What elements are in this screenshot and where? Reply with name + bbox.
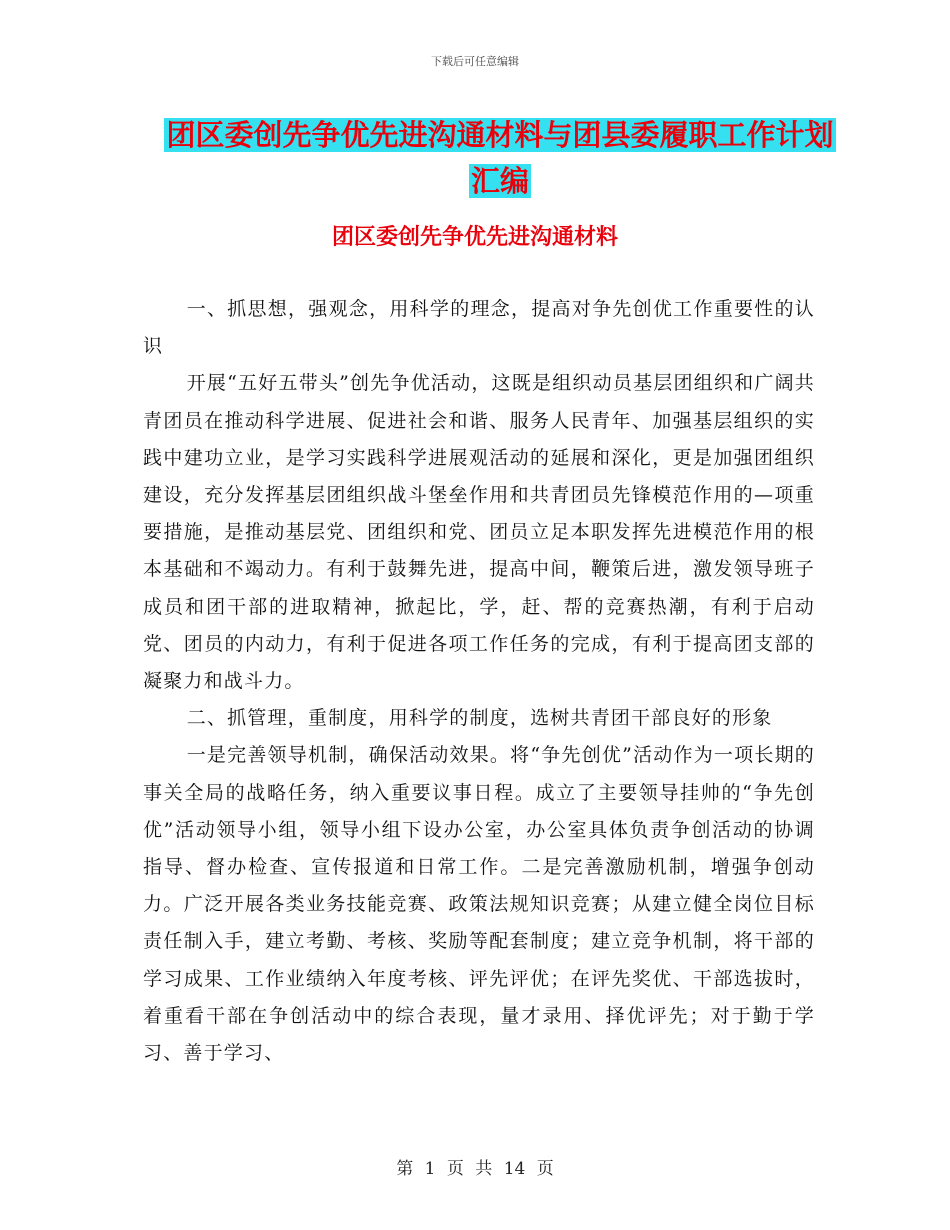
page-header-note: 下载后可任意编辑 — [431, 55, 519, 68]
paragraph: 开展“五好五带头”创先争优活动，这既是组织动员基层团组织和广阔共青团员在推动科学进展、促进社会和谐、服务人民青年、加强基层组织的实践中建功立业，是学习实践科学进展观活动的延展和深化，更是加强团组织建设，充分发挥基层团组织战斗堡垒作用和共青团员先锋模范作用的—项重要措施，是推动基层党、团组织和党、团员立足本职发挥先进模范作用的根本基础和不竭动力。有利于鼓舞先进，提高中间，鞭策后进，激发领导班子成员和团干部的进取精神，掀起比，学，赶、帮的竞赛热潮，有利于启动党、团员的内动力，有利于促进各项工作任务的完成，有利于提高团支部的凝聚力和战斗力。 — [143, 372, 815, 693]
title-line-1: 团区委创先争优先进沟通材料与团县委履职工作计划 — [166, 118, 834, 152]
page-number-footer: 第 1 页 共 14 页 — [396, 1159, 554, 1179]
paragraph-heading-2: 二、抓管理，重制度，用科学的制度，选树共青团干部良好的形象 — [186, 707, 773, 730]
paragraph: 一是完善领导机制，确保活动效果。将“争先创优”活动作为一项长期的事关全局的战略任务，纳入重要议事日程。成立了主要领导挂帅的“争先创优”活动领导小组，领导小组下设办公室，办公室具体负责争创活动的协调指导、督办检查、宣传报道和日常工作。二是完善激励机制，增强争创动力。广泛开展各类业务技能竞赛、政策法规知识竞赛；从建立健全岗位目标责任制入手，建立考勤、考核、奖励等配套制度；建立竞争机制，将干部的学习成果、工作业绩纳入年度考核、评先评优；在评先奖优、干部选拔时，着重看干部在争创活动中的综合表现，量才录用、择优评先；对于勤于学习、善于学习、 — [143, 744, 815, 1065]
document-title — [150, 112, 850, 204]
section-title: 团区委创先争优先进沟通材料 — [331, 225, 618, 250]
title-line-2: 汇编 — [470, 164, 529, 198]
paragraph-heading-1: 一、抓思想，强观念，用科学的理念，提高对争先创优工作重要性的认识 — [143, 298, 815, 358]
body-text — [143, 291, 815, 1072]
